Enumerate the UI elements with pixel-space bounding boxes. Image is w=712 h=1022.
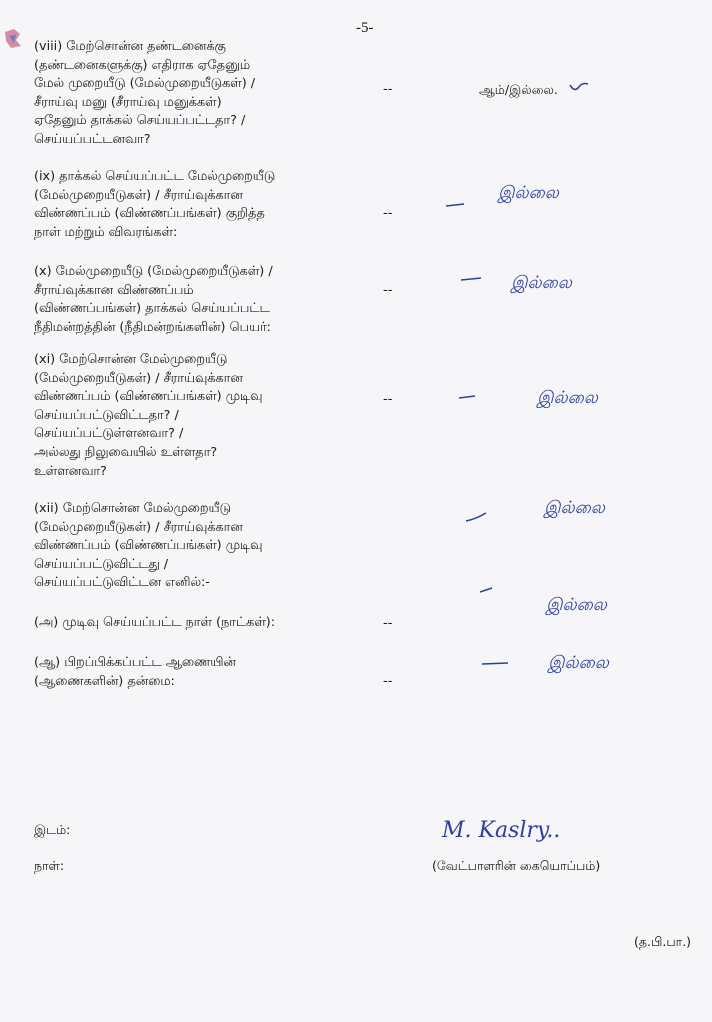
separator-dash: -- bbox=[383, 82, 393, 97]
question-line: ஏதேனும் தாக்கல் செய்யப்பட்டதா? / bbox=[34, 113, 246, 129]
answer-text: இல்லை bbox=[498, 183, 559, 203]
question-line: விண்ணப்பம் (விண்ணப்பங்கள்) முடிவு bbox=[34, 389, 263, 405]
question-line: நீதிமன்றத்தின் (நீதிமன்றங்களின்) பெயர்: bbox=[34, 319, 271, 335]
question-line: அல்லது நிலுவையில் உள்ளதா? bbox=[34, 444, 218, 460]
page-number: -5- bbox=[356, 20, 374, 36]
question-line: (மேல்முறையீடுகள்) / சீராய்வுக்கான bbox=[34, 519, 243, 535]
place-label: இடம்: bbox=[34, 822, 71, 837]
separator-dash: -- bbox=[383, 206, 393, 221]
question-line: செய்யப்பட்டுவிட்டதா? / bbox=[34, 407, 179, 423]
question-ix bbox=[34, 168, 364, 242]
answer-text: இல்லை bbox=[511, 273, 572, 293]
question-line: (தண்டனைகளுக்கு) எதிராக ஏதேனும் bbox=[34, 57, 251, 73]
question-line: (ix) தாக்கல் செய்யப்பட்ட மேல்முறையீடு bbox=[34, 169, 276, 184]
question-line: (viii) மேற்சொன்ன தண்டனைக்கு bbox=[34, 39, 226, 54]
handwritten-answer bbox=[478, 648, 638, 676]
question-line: (xi) மேற்சொன்ன மேல்முறையீடு bbox=[34, 352, 228, 367]
question-line: செய்யப்பட்டனவா? bbox=[34, 131, 151, 147]
separator-dash: -- bbox=[383, 283, 393, 298]
question-line: மேல் முறையீடு (மேல்முறையீடுகள்) / bbox=[34, 76, 256, 92]
question-line: செய்யப்பட்டுவிட்டது / bbox=[34, 556, 169, 572]
question-line: சீராய்வுக்கான விண்ணப்பம் bbox=[34, 282, 194, 298]
handwritten-answer bbox=[460, 495, 630, 529]
question-xii bbox=[34, 500, 364, 593]
question-line: (அ) முடிவு செய்யப்பட்ட நாள் (நாட்கள்): bbox=[34, 615, 276, 630]
handwritten-answer bbox=[455, 268, 605, 298]
answer-text: இல்லை bbox=[537, 388, 598, 408]
question-line: நாள் மற்றும் விவரங்கள்: bbox=[34, 224, 178, 240]
signature-caption: (வேட்பாளரின் கையொப்பம்) bbox=[432, 858, 601, 873]
handwritten-answer bbox=[440, 176, 590, 212]
answer-yes-no: ஆம்/இல்லை. bbox=[479, 82, 558, 97]
question-a bbox=[34, 614, 364, 633]
date-label: நாள்: bbox=[34, 858, 65, 873]
answer-text: இல்லை bbox=[544, 498, 605, 518]
answer-text: இல்லை bbox=[546, 595, 607, 615]
separator-dash: -- bbox=[383, 616, 393, 631]
handwritten-tick-icon bbox=[568, 80, 592, 94]
question-xi bbox=[34, 351, 364, 481]
signature bbox=[440, 805, 620, 849]
pto-note: (த.பி.பா.) bbox=[634, 934, 692, 949]
question-line: (விண்ணப்பங்கள்) தாக்கல் செய்யப்பட்ட bbox=[34, 301, 270, 317]
question-line: (xii) மேற்சொன்ன மேல்முறையீடு bbox=[34, 501, 231, 516]
handwritten-answer bbox=[455, 381, 605, 411]
question-line: (மேல்முறையீடுகள்) / சீராய்வுக்கான bbox=[34, 370, 243, 386]
question-viii bbox=[34, 38, 364, 150]
handwritten-answer bbox=[470, 584, 630, 618]
question-line: (ஆ) பிறப்பிக்கப்பட்ட ஆணையின் bbox=[34, 655, 236, 670]
corner-stamp-icon bbox=[2, 26, 24, 52]
question-aa bbox=[34, 654, 364, 691]
question-line: (x) மேல்முறையீடு (மேல்முறையீடுகள்) / bbox=[34, 264, 273, 279]
question-line: சீராய்வு மனு (சீராய்வு மனுக்கள்) bbox=[34, 94, 222, 110]
question-line: (மேல்முறையீடுகள்) / சீராய்வுக்கான bbox=[34, 187, 243, 203]
question-line: (ஆணைகளின்) தன்மை: bbox=[34, 673, 175, 689]
question-line: உள்ளனவா? bbox=[34, 463, 107, 479]
question-line: விண்ணப்பம் (விண்ணப்பங்கள்) முடிவு bbox=[34, 538, 263, 554]
signature-text: M. Kaslry.. bbox=[442, 818, 561, 843]
question-line: செய்யப்பட்டுவிட்டன எனில்:- bbox=[34, 575, 210, 591]
answer-text: இல்லை bbox=[548, 653, 609, 673]
separator-dash: -- bbox=[383, 674, 393, 689]
separator-dash: -- bbox=[383, 392, 393, 407]
question-line: செய்யப்பட்டுள்ளனவா? / bbox=[34, 426, 184, 442]
question-line: விண்ணப்பம் (விண்ணப்பங்கள்) குறித்த bbox=[34, 206, 265, 222]
question-x bbox=[34, 263, 364, 337]
